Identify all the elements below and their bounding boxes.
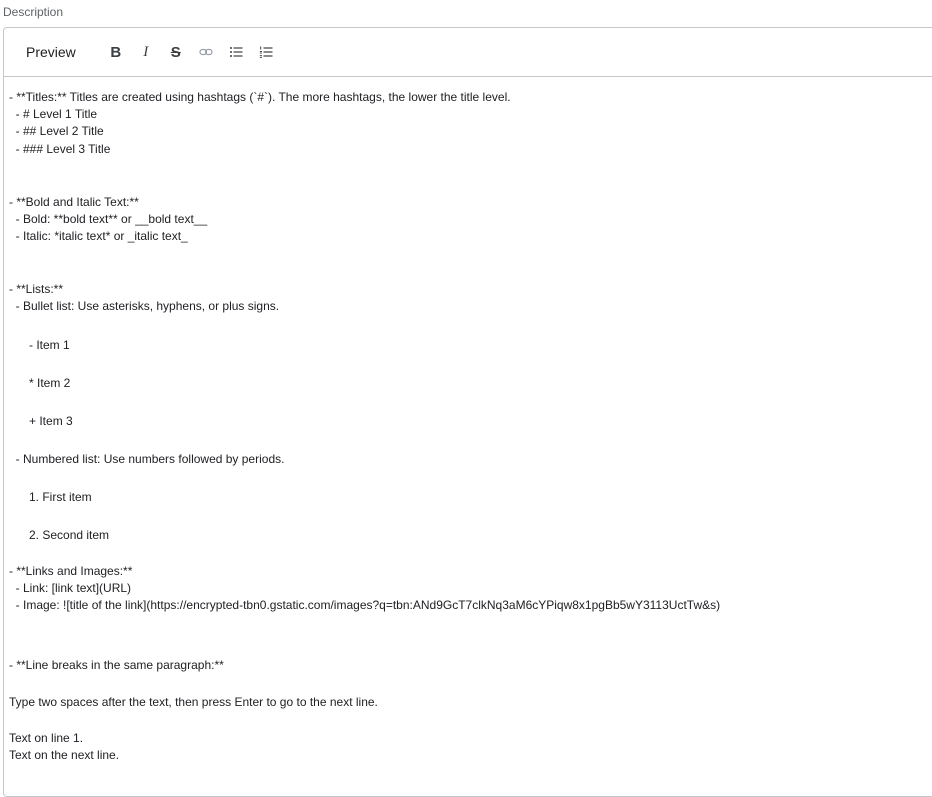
link-button[interactable]: [194, 40, 218, 64]
content-line: - Image: ![title of the link](https://encrypted-tbn0.gstatic.com/images?q=tbn:ANd9GcT7clkNq3aM6cYPiqw8x1pgBb5wY3113UctTw&s): [9, 598, 721, 612]
content-line: 2. Second item: [9, 528, 110, 542]
content-line: - **Line breaks in the same paragraph:**: [9, 658, 224, 672]
content-line: - Numbered list: Use numbers followed by periods.: [9, 452, 285, 466]
content-line: - **Titles:** Titles are created using hashtags (`#`). The more hashtags, the lower the title level.: [9, 90, 511, 104]
numbered-list-icon: [259, 45, 273, 59]
markdown-editor[interactable]: [3, 27, 932, 797]
preview-tab[interactable]: Preview: [26, 44, 76, 60]
bold-icon: B: [110, 43, 122, 61]
content-line: + Item 3: [9, 414, 73, 428]
italic-button[interactable]: [134, 40, 158, 64]
content-line: - **Links and Images:**: [9, 564, 133, 578]
italic-icon: I: [143, 43, 149, 60]
content-line: * Item 2: [9, 376, 71, 390]
numbered-list-button[interactable]: [254, 40, 278, 64]
link-icon: [199, 45, 213, 59]
content-line: - Bold: **bold text** or __bold text__: [9, 212, 208, 226]
content-line: 1. First item: [9, 490, 92, 504]
strikethrough-icon: S: [170, 43, 181, 61]
content-line: - ## Level 2 Title: [9, 124, 104, 138]
bullet-list-icon: [229, 45, 243, 59]
content-line: - Italic: *italic text* or _italic text_: [9, 229, 188, 243]
content-line: - **Bold and Italic Text:**: [9, 195, 139, 209]
description-label: Description: [3, 5, 64, 19]
bold-button[interactable]: [104, 40, 128, 64]
content-line: - Item 1: [9, 338, 70, 352]
content-line: - Link: [link text](URL): [9, 581, 132, 595]
content-line: Text on line 1.: [9, 731, 84, 745]
editor-toolbar: [4, 28, 932, 77]
content-line: - ### Level 3 Title: [9, 142, 111, 156]
strikethrough-button[interactable]: [164, 40, 188, 64]
bullet-list-button[interactable]: [224, 40, 248, 64]
content-line: Text on the next line.: [9, 748, 120, 762]
content-line: - # Level 1 Title: [9, 107, 98, 121]
content-line: - **Lists:**: [9, 282, 64, 296]
content-line: Type two spaces after the text, then press Enter to go to the next line.: [9, 695, 378, 709]
content-line: - Bullet list: Use asterisks, hyphens, or plus signs.: [9, 299, 280, 313]
